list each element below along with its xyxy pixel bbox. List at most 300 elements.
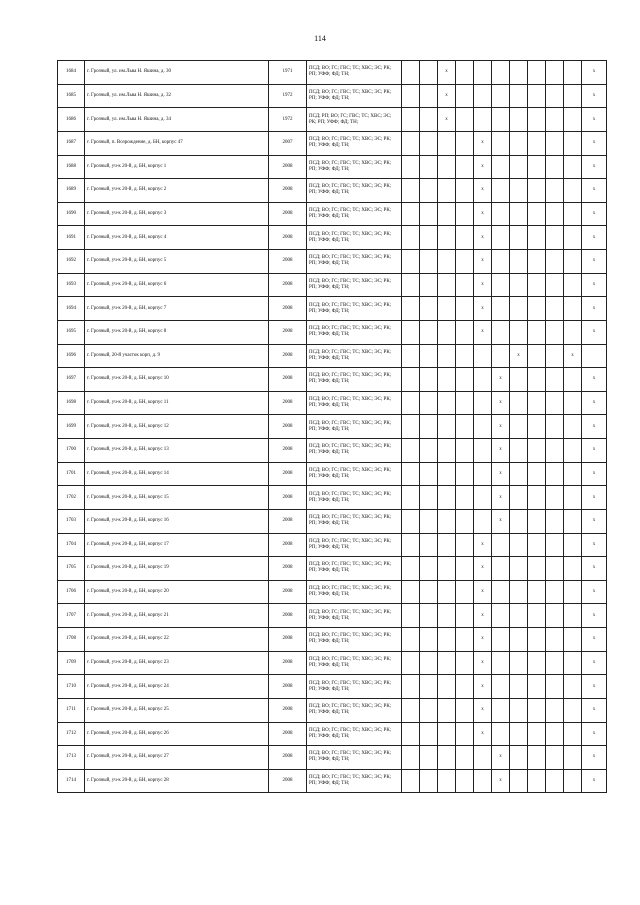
mark-cell: x xyxy=(474,698,492,722)
services-cell: ПСД; ВО; ГС; ГВС; ТС; ХВС; ЭС; РК; РП; УФФ; ФД; ТН; xyxy=(307,320,402,344)
mark-cell xyxy=(546,462,564,486)
year-cell: 2008 xyxy=(269,320,307,344)
housing-register-table xyxy=(57,60,607,793)
mark-cell xyxy=(510,320,528,344)
mark-cell xyxy=(528,226,546,250)
mark-cell xyxy=(420,84,438,108)
row-number-cell: 1701 xyxy=(58,462,85,486)
mark-cell: x xyxy=(492,415,510,439)
year-cell: 2008 xyxy=(269,226,307,250)
mark-cell xyxy=(528,533,546,557)
mark-cell xyxy=(402,273,420,297)
mark-cell xyxy=(510,698,528,722)
year-cell: 2008 xyxy=(269,486,307,510)
table-row xyxy=(58,769,607,793)
mark-cell xyxy=(474,415,492,439)
mark-cell: x xyxy=(474,202,492,226)
mark-cell: x xyxy=(474,533,492,557)
mark-cell xyxy=(564,131,582,155)
mark-cell: x xyxy=(474,628,492,652)
year-cell: 2008 xyxy=(269,439,307,463)
mark-cell: x xyxy=(582,628,607,652)
mark-cell xyxy=(456,320,474,344)
year-cell: 2008 xyxy=(269,651,307,675)
address-cell: г. Грозный, уч-к 20-й, д. БН, корпус 24 xyxy=(85,675,269,699)
year-cell: 2008 xyxy=(269,202,307,226)
mark-cell xyxy=(402,108,420,132)
mark-cell xyxy=(564,439,582,463)
mark-cell: x xyxy=(492,368,510,392)
mark-cell: x xyxy=(474,155,492,179)
mark-cell xyxy=(546,486,564,510)
mark-cell: x xyxy=(582,108,607,132)
mark-cell xyxy=(528,628,546,652)
mark-cell xyxy=(438,391,456,415)
services-cell: ПСД; ВО; ГС; ГВС; ТС; ХВС; ЭС; РК; РП; УФФ; ФД; ТН; xyxy=(307,509,402,533)
address-cell: г. Грозный, уч-к 20-й, д. БН, корпус 8 xyxy=(85,320,269,344)
mark-cell xyxy=(438,722,456,746)
mark-cell xyxy=(564,722,582,746)
mark-cell xyxy=(564,368,582,392)
row-number-cell: 1710 xyxy=(58,675,85,699)
row-number-cell: 1702 xyxy=(58,486,85,510)
mark-cell: x xyxy=(438,61,456,85)
mark-cell xyxy=(438,628,456,652)
year-cell: 2008 xyxy=(269,250,307,274)
mark-cell xyxy=(438,250,456,274)
mark-cell xyxy=(528,155,546,179)
mark-cell xyxy=(474,439,492,463)
services-cell: ПСД; ВО; ГС; ГВС; ТС; ХВС; ЭС; РК; РП; УФФ; ФД; ТН; xyxy=(307,415,402,439)
address-cell: г. Грозный, уч-к 20-й, д. БН, корпус 15 xyxy=(85,486,269,510)
mark-cell: x xyxy=(492,509,510,533)
mark-cell xyxy=(438,273,456,297)
mark-cell xyxy=(492,580,510,604)
mark-cell xyxy=(528,580,546,604)
mark-cell xyxy=(492,297,510,321)
mark-cell xyxy=(492,557,510,581)
mark-cell xyxy=(456,226,474,250)
mark-cell xyxy=(528,557,546,581)
mark-cell xyxy=(546,391,564,415)
mark-cell xyxy=(546,226,564,250)
mark-cell xyxy=(402,604,420,628)
mark-cell: x xyxy=(582,320,607,344)
mark-cell xyxy=(456,509,474,533)
mark-cell xyxy=(402,651,420,675)
mark-cell: x xyxy=(582,415,607,439)
table-row xyxy=(58,509,607,533)
mark-cell xyxy=(402,698,420,722)
table-row xyxy=(58,391,607,415)
mark-cell xyxy=(402,84,420,108)
table-row xyxy=(58,651,607,675)
mark-cell xyxy=(528,368,546,392)
address-cell: г. Грозный, уч-к 20-й, д. БН, корпус 1 xyxy=(85,155,269,179)
mark-cell: x xyxy=(474,557,492,581)
row-number-cell: 1697 xyxy=(58,368,85,392)
mark-cell xyxy=(474,486,492,510)
mark-cell xyxy=(546,675,564,699)
mark-cell xyxy=(492,61,510,85)
mark-cell xyxy=(510,297,528,321)
mark-cell xyxy=(438,155,456,179)
mark-cell xyxy=(510,415,528,439)
mark-cell xyxy=(438,675,456,699)
mark-cell: x xyxy=(582,651,607,675)
mark-cell xyxy=(420,344,438,368)
mark-cell xyxy=(564,698,582,722)
mark-cell xyxy=(402,155,420,179)
mark-cell xyxy=(456,462,474,486)
mark-cell xyxy=(438,557,456,581)
mark-cell xyxy=(510,155,528,179)
mark-cell xyxy=(546,698,564,722)
mark-cell xyxy=(438,509,456,533)
address-cell: г. Грозный, уч-к 20-й, д. БН, корпус 21 xyxy=(85,604,269,628)
mark-cell xyxy=(402,462,420,486)
mark-cell xyxy=(402,415,420,439)
mark-cell xyxy=(474,108,492,132)
mark-cell: x xyxy=(582,84,607,108)
table-row xyxy=(58,61,607,85)
address-cell: г. Грозный, уч-к 20-й, д. БН, корпус 22 xyxy=(85,628,269,652)
mark-cell: x xyxy=(474,604,492,628)
mark-cell xyxy=(438,604,456,628)
mark-cell xyxy=(402,391,420,415)
mark-cell xyxy=(402,722,420,746)
year-cell: 2008 xyxy=(269,462,307,486)
mark-cell xyxy=(510,628,528,652)
mark-cell xyxy=(402,580,420,604)
address-cell: г. Грозный, уч-к 20-й, д. БН, корпус 14 xyxy=(85,462,269,486)
services-cell: ПСД; ВО; ГС; ГВС; ТС; ХВС; ЭС; РК; РП; УФФ; ФД; ТН; xyxy=(307,580,402,604)
mark-cell: x xyxy=(564,344,582,368)
mark-cell: x xyxy=(474,675,492,699)
mark-cell xyxy=(528,320,546,344)
mark-cell: x xyxy=(582,155,607,179)
address-cell: г. Грозный, уч-к 20-й, д. БН, корпус 13 xyxy=(85,439,269,463)
mark-cell xyxy=(420,746,438,770)
services-cell: ПСД; ВО; ГС; ГВС; ТС; ХВС; ЭС; РК; РП; УФФ; ФД; ТН; xyxy=(307,651,402,675)
mark-cell xyxy=(438,486,456,510)
mark-cell xyxy=(420,155,438,179)
year-cell: 2008 xyxy=(269,391,307,415)
services-cell: ПСД; ВО; ГС; ГВС; ТС; ХВС; ЭС; РК; РП; УФФ; ФД; ТН; xyxy=(307,61,402,85)
mark-cell: x xyxy=(582,439,607,463)
mark-cell xyxy=(402,250,420,274)
table-row xyxy=(58,297,607,321)
mark-cell: x xyxy=(582,746,607,770)
table-row xyxy=(58,604,607,628)
mark-cell xyxy=(492,651,510,675)
table-row xyxy=(58,746,607,770)
mark-cell xyxy=(546,604,564,628)
row-number-cell: 1704 xyxy=(58,533,85,557)
mark-cell: x xyxy=(582,769,607,793)
year-cell: 2008 xyxy=(269,557,307,581)
mark-cell xyxy=(528,250,546,274)
services-cell: ПСД; ВО; ГС; ГВС; ТС; ХВС; ЭС; РК; РП; УФФ; ФД; ТН; xyxy=(307,486,402,510)
row-number-cell: 1691 xyxy=(58,226,85,250)
mark-cell xyxy=(474,61,492,85)
services-cell: ПСД; ВО; ГС; ГВС; ТС; ХВС; ЭС; РК; РП; УФФ; ФД; ТН; xyxy=(307,557,402,581)
mark-cell xyxy=(492,698,510,722)
mark-cell xyxy=(420,226,438,250)
mark-cell xyxy=(402,344,420,368)
mark-cell xyxy=(438,651,456,675)
mark-cell: x xyxy=(438,108,456,132)
row-number-cell: 1713 xyxy=(58,746,85,770)
mark-cell xyxy=(564,415,582,439)
table-row xyxy=(58,698,607,722)
mark-cell xyxy=(420,580,438,604)
mark-cell xyxy=(420,108,438,132)
row-number-cell: 1698 xyxy=(58,391,85,415)
mark-cell xyxy=(438,131,456,155)
mark-cell xyxy=(420,61,438,85)
services-cell: ПСД; ВО; ГС; ГВС; ТС; ХВС; ЭС; РК; РП; УФФ; ФД; ТН; xyxy=(307,533,402,557)
mark-cell xyxy=(456,61,474,85)
mark-cell xyxy=(456,368,474,392)
mark-cell xyxy=(546,202,564,226)
mark-cell xyxy=(402,746,420,770)
mark-cell xyxy=(528,131,546,155)
mark-cell: x xyxy=(582,533,607,557)
mark-cell: x xyxy=(582,722,607,746)
address-cell: г. Грозный, уч-к 20-й, д. БН, корпус 27 xyxy=(85,746,269,770)
table-row xyxy=(58,84,607,108)
address-cell: г. Грозный, уч-к 20-й, д. БН, корпус 3 xyxy=(85,202,269,226)
mark-cell xyxy=(456,297,474,321)
mark-cell xyxy=(420,533,438,557)
mark-cell xyxy=(528,675,546,699)
mark-cell xyxy=(528,297,546,321)
year-cell: 2008 xyxy=(269,604,307,628)
mark-cell xyxy=(564,769,582,793)
mark-cell xyxy=(564,628,582,652)
mark-cell xyxy=(546,131,564,155)
mark-cell: x xyxy=(474,226,492,250)
row-number-cell: 1693 xyxy=(58,273,85,297)
mark-cell xyxy=(564,179,582,203)
mark-cell xyxy=(420,651,438,675)
mark-cell xyxy=(564,604,582,628)
mark-cell: x xyxy=(582,462,607,486)
table-row xyxy=(58,131,607,155)
address-cell: г. Грозный, уч-к 20-й, д. БН, корпус 12 xyxy=(85,415,269,439)
mark-cell xyxy=(456,628,474,652)
mark-cell xyxy=(456,675,474,699)
mark-cell: x xyxy=(582,250,607,274)
address-cell: г. Грозный, уч-к 20-й, д. БН, корпус 23 xyxy=(85,651,269,675)
services-cell: ПСД; ВО; ГС; ГВС; ТС; ХВС; ЭС; РК; РП; УФФ; ФД; ТН; xyxy=(307,84,402,108)
table-body xyxy=(58,61,607,793)
mark-cell xyxy=(528,509,546,533)
mark-cell xyxy=(492,722,510,746)
mark-cell: x xyxy=(582,557,607,581)
mark-cell xyxy=(546,368,564,392)
mark-cell xyxy=(528,202,546,226)
mark-cell xyxy=(546,297,564,321)
mark-cell xyxy=(402,557,420,581)
mark-cell xyxy=(438,746,456,770)
mark-cell: x xyxy=(492,486,510,510)
services-cell: ПСД; РП; ВО; ГС; ГВС; ТС; ХВС; ЭС; РК; РП; УФФ; ФД; ТН; xyxy=(307,108,402,132)
mark-cell: x xyxy=(492,462,510,486)
mark-cell xyxy=(456,604,474,628)
mark-cell: x xyxy=(582,297,607,321)
mark-cell xyxy=(546,415,564,439)
mark-cell xyxy=(564,580,582,604)
address-cell: г. Грозный, ул. им.Льва Н. Яшина, д. 34 xyxy=(85,108,269,132)
address-cell: г. Грозный, уч-к 20-й, д. БН, корпус 25 xyxy=(85,698,269,722)
mark-cell xyxy=(402,533,420,557)
mark-cell xyxy=(438,415,456,439)
year-cell: 2008 xyxy=(269,722,307,746)
mark-cell xyxy=(546,628,564,652)
mark-cell xyxy=(438,226,456,250)
mark-cell xyxy=(456,722,474,746)
year-cell: 2008 xyxy=(269,698,307,722)
mark-cell xyxy=(492,675,510,699)
mark-cell xyxy=(528,486,546,510)
page-number: 114 xyxy=(314,34,326,43)
services-cell: ПСД; ВО; ГС; ГВС; ТС; ХВС; ЭС; РК; РП; УФФ; ФД; ТН; xyxy=(307,391,402,415)
mark-cell xyxy=(546,580,564,604)
address-cell: г. Грозный, уч-к 20-й, д. БН, корпус 26 xyxy=(85,722,269,746)
mark-cell xyxy=(492,131,510,155)
mark-cell xyxy=(546,61,564,85)
table-row xyxy=(58,462,607,486)
mark-cell xyxy=(438,580,456,604)
mark-cell xyxy=(528,61,546,85)
mark-cell xyxy=(510,533,528,557)
mark-cell xyxy=(402,368,420,392)
mark-cell xyxy=(564,746,582,770)
mark-cell xyxy=(564,297,582,321)
row-number-cell: 1712 xyxy=(58,722,85,746)
mark-cell: x xyxy=(474,297,492,321)
mark-cell xyxy=(420,462,438,486)
services-cell: ПСД; ВО; ГС; ГВС; ТС; ХВС; ЭС; РК; РП; УФФ; ФД; ТН; xyxy=(307,131,402,155)
year-cell: 1971 xyxy=(269,61,307,85)
mark-cell: x xyxy=(582,273,607,297)
year-cell: 2008 xyxy=(269,533,307,557)
mark-cell: x xyxy=(582,675,607,699)
mark-cell xyxy=(528,273,546,297)
row-number-cell: 1686 xyxy=(58,108,85,132)
mark-cell xyxy=(420,509,438,533)
mark-cell xyxy=(420,769,438,793)
services-cell: ПСД; ВО; ГС; ГВС; ТС; ХВС; ЭС; РК; РП; УФФ; ФД; ТН; xyxy=(307,746,402,770)
mark-cell xyxy=(402,509,420,533)
mark-cell xyxy=(564,320,582,344)
year-cell: 2008 xyxy=(269,297,307,321)
mark-cell xyxy=(510,84,528,108)
address-cell: г. Грозный, уч-к 20-й, д. БН, корпус 7 xyxy=(85,297,269,321)
year-cell: 2008 xyxy=(269,155,307,179)
mark-cell xyxy=(546,320,564,344)
mark-cell xyxy=(402,226,420,250)
mark-cell xyxy=(456,651,474,675)
row-number-cell: 1692 xyxy=(58,250,85,274)
mark-cell xyxy=(528,179,546,203)
row-number-cell: 1708 xyxy=(58,628,85,652)
mark-cell xyxy=(438,202,456,226)
mark-cell: x xyxy=(582,226,607,250)
year-cell: 1972 xyxy=(269,108,307,132)
mark-cell xyxy=(420,486,438,510)
services-cell: ПСД; ВО; ГС; ГВС; ТС; ХВС; ЭС; РК; РП; УФФ; ФД; ТН; xyxy=(307,462,402,486)
mark-cell xyxy=(546,509,564,533)
mark-cell xyxy=(492,84,510,108)
mark-cell xyxy=(402,179,420,203)
year-cell: 2008 xyxy=(269,344,307,368)
services-cell: ПСД; ВО; ГС; ГВС; ТС; ХВС; ЭС; РК; РП; УФФ; ФД; ТН; xyxy=(307,698,402,722)
mark-cell xyxy=(564,226,582,250)
mark-cell xyxy=(546,533,564,557)
mark-cell xyxy=(492,250,510,274)
mark-cell xyxy=(438,533,456,557)
address-cell: г. Грозный, уч-к 20-й, д. БН, корпус 11 xyxy=(85,391,269,415)
mark-cell xyxy=(420,368,438,392)
table-row xyxy=(58,628,607,652)
mark-cell xyxy=(402,628,420,652)
mark-cell: x xyxy=(582,698,607,722)
address-cell: г. Грозный, уч-к 20-й, д. БН, корпус 28 xyxy=(85,769,269,793)
mark-cell: x xyxy=(474,131,492,155)
mark-cell xyxy=(564,108,582,132)
mark-cell xyxy=(564,557,582,581)
mark-cell xyxy=(564,509,582,533)
address-cell: г. Грозный, 20-й участок корп, д. 9 xyxy=(85,344,269,368)
year-cell: 2008 xyxy=(269,675,307,699)
services-cell: ПСД; ВО; ГС; ГВС; ТС; ХВС; ЭС; РК; РП; УФФ; ФД; ТН; xyxy=(307,179,402,203)
row-number-cell: 1707 xyxy=(58,604,85,628)
table-row xyxy=(58,415,607,439)
table-row xyxy=(58,155,607,179)
services-cell: ПСД; ВО; ГС; ГВС; ТС; ХВС; ЭС; РК; РП; УФФ; ФД; ТН; xyxy=(307,628,402,652)
mark-cell: x xyxy=(474,273,492,297)
row-number-cell: 1685 xyxy=(58,84,85,108)
address-cell: г. Грозный, уч-к 20-й, д. БН, корпус 2 xyxy=(85,179,269,203)
mark-cell xyxy=(546,179,564,203)
mark-cell: x xyxy=(474,250,492,274)
mark-cell xyxy=(402,769,420,793)
mark-cell xyxy=(456,580,474,604)
table-row xyxy=(58,273,607,297)
services-cell: ПСД; ВО; ГС; ГВС; ТС; ХВС; ЭС; РК; РП; УФФ; ФД; ТН; xyxy=(307,250,402,274)
mark-cell xyxy=(402,486,420,510)
mark-cell xyxy=(420,273,438,297)
mark-cell: x xyxy=(474,722,492,746)
year-cell: 2007 xyxy=(269,131,307,155)
mark-cell xyxy=(528,84,546,108)
mark-cell xyxy=(438,769,456,793)
mark-cell xyxy=(528,604,546,628)
mark-cell xyxy=(420,297,438,321)
mark-cell xyxy=(456,533,474,557)
address-cell: г. Грозный, уч-к 20-й, д. БН, корпус 16 xyxy=(85,509,269,533)
services-cell: ПСД; ВО; ГС; ГВС; ТС; ХВС; ЭС; РК; РП; УФФ; ФД; ТН; xyxy=(307,226,402,250)
mark-cell xyxy=(420,722,438,746)
mark-cell xyxy=(402,439,420,463)
services-cell: ПСД; ВО; ГС; ГВС; ТС; ХВС; ЭС; РК; РП; УФФ; ФД; ТН; xyxy=(307,675,402,699)
mark-cell xyxy=(402,675,420,699)
mark-cell xyxy=(456,557,474,581)
mark-cell: x xyxy=(474,179,492,203)
